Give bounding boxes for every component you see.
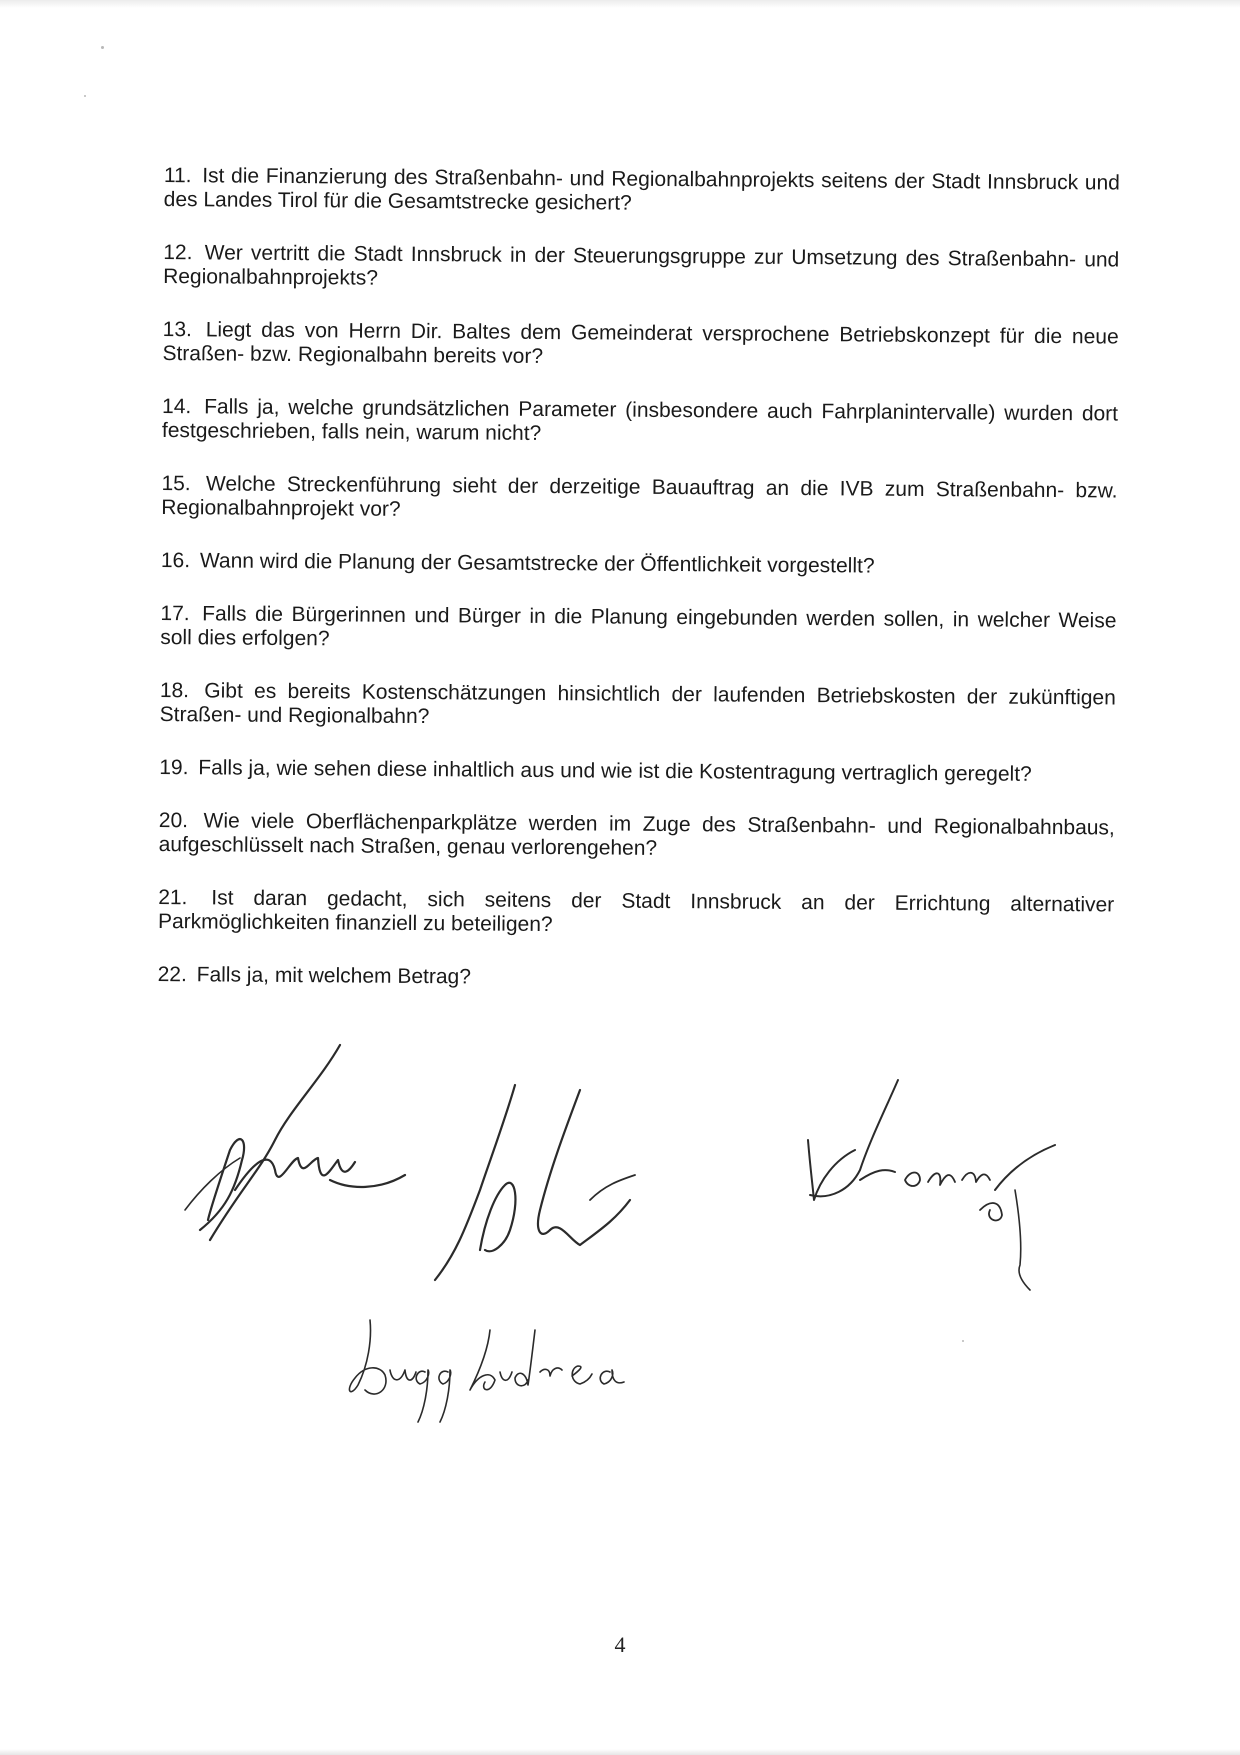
question-item xyxy=(158,886,1114,942)
question-item xyxy=(161,472,1117,528)
question-number: 12. xyxy=(163,240,193,265)
question-number: 15. xyxy=(161,471,191,496)
question-text: Wie viele Oberflächenparkplätze werden im Zuge des Straßenbahn- und Regionalbahnbaus, aufgeschlüsselt nach Straßen, genau verlorengehen? xyxy=(158,809,1115,860)
question-number: 11. xyxy=(163,164,192,188)
question-number: 21. xyxy=(158,885,188,910)
question-text: Liegt das von Herrn Dir. Baltes dem Gemeinderat versprochene Betriebskonzept für die neue Straßen- bzw. Regionalbahn bereits vor? xyxy=(162,318,1119,368)
question-text: Falls ja, welche grundsätzlichen Parameter (insbesondere auch Fahrplanintervalle) wurden dort festgeschrieben, falls nein, warum nicht? xyxy=(161,395,1119,445)
question-text: Falls die Bürgerinnen und Bürger in die Planung eingebunden werden sollen, in welcher Weise soll dies erfolgen? xyxy=(160,602,1117,651)
question-text: Falls ja, wie sehen diese inhaltlich aus und wie ist die Kostentragung vertraglich geregelt? xyxy=(198,756,1032,786)
page-number: 4 xyxy=(614,1632,626,1657)
scan-edge-top xyxy=(0,0,1240,8)
question-item xyxy=(164,164,1120,220)
question-text: Ist die Finanzierung des Straßenbahn- und Regionalbahnprojekts seitens der Stadt Innsbruck und des Landes Tirol für die Gesamtstrecke gesichert? xyxy=(163,164,1120,215)
question-number: 14. xyxy=(162,394,192,419)
question-text: Wann wird die Planung der Gesamtstrecke der Öffentlichkeit vorgestellt? xyxy=(199,549,875,578)
question-list xyxy=(157,164,1120,1023)
signature-3 xyxy=(780,1070,1080,1320)
question-item xyxy=(160,679,1116,735)
question-text: Ist daran gedacht, sich seitens der Stadt Innsbruck an der Errichtung alternativer Parkmöglichkeiten finanziell zu beteiligen? xyxy=(157,886,1115,937)
scan-speck xyxy=(962,1340,964,1342)
question-item xyxy=(159,809,1115,865)
question-number: 17. xyxy=(160,601,190,626)
question-number: 20. xyxy=(158,808,189,833)
scan-edge-bottom xyxy=(0,1749,1240,1755)
signature-1 xyxy=(180,1040,440,1260)
question-number: 18. xyxy=(159,678,190,703)
scan-speck xyxy=(101,46,104,49)
question-item xyxy=(158,963,1114,995)
question-number: 22. xyxy=(157,962,187,987)
signature-2 xyxy=(430,1080,690,1290)
question-item xyxy=(161,549,1117,581)
question-item xyxy=(160,602,1116,658)
question-item xyxy=(159,756,1115,788)
question-item xyxy=(162,318,1118,374)
question-item xyxy=(163,241,1119,297)
question-text: Wer vertritt die Stadt Innsbruck in der Steuerungsgruppe zur Umsetzung des Straßenbahn- und Regionalbahnprojekts? xyxy=(163,241,1120,290)
scan-speck xyxy=(84,95,86,97)
question-number: 16. xyxy=(160,548,191,573)
question-text: Welche Streckenführung sieht der derzeitige Bauauftrag an die IVB zum Straßenbahn- bzw. Regionalbahnprojekt vor? xyxy=(161,472,1118,521)
question-item xyxy=(162,395,1118,451)
question-text: Falls ja, mit welchem Betrag? xyxy=(196,963,472,989)
question-text: Gibt es bereits Kostenschätzungen hinsichtlich der laufenden Betriebskosten der zukünftigen Straßen- und Regionalbahn? xyxy=(159,679,1116,729)
question-number: 19. xyxy=(159,755,189,780)
question-number: 13. xyxy=(162,317,192,342)
signature-4-haugg-andrea xyxy=(340,1310,680,1440)
